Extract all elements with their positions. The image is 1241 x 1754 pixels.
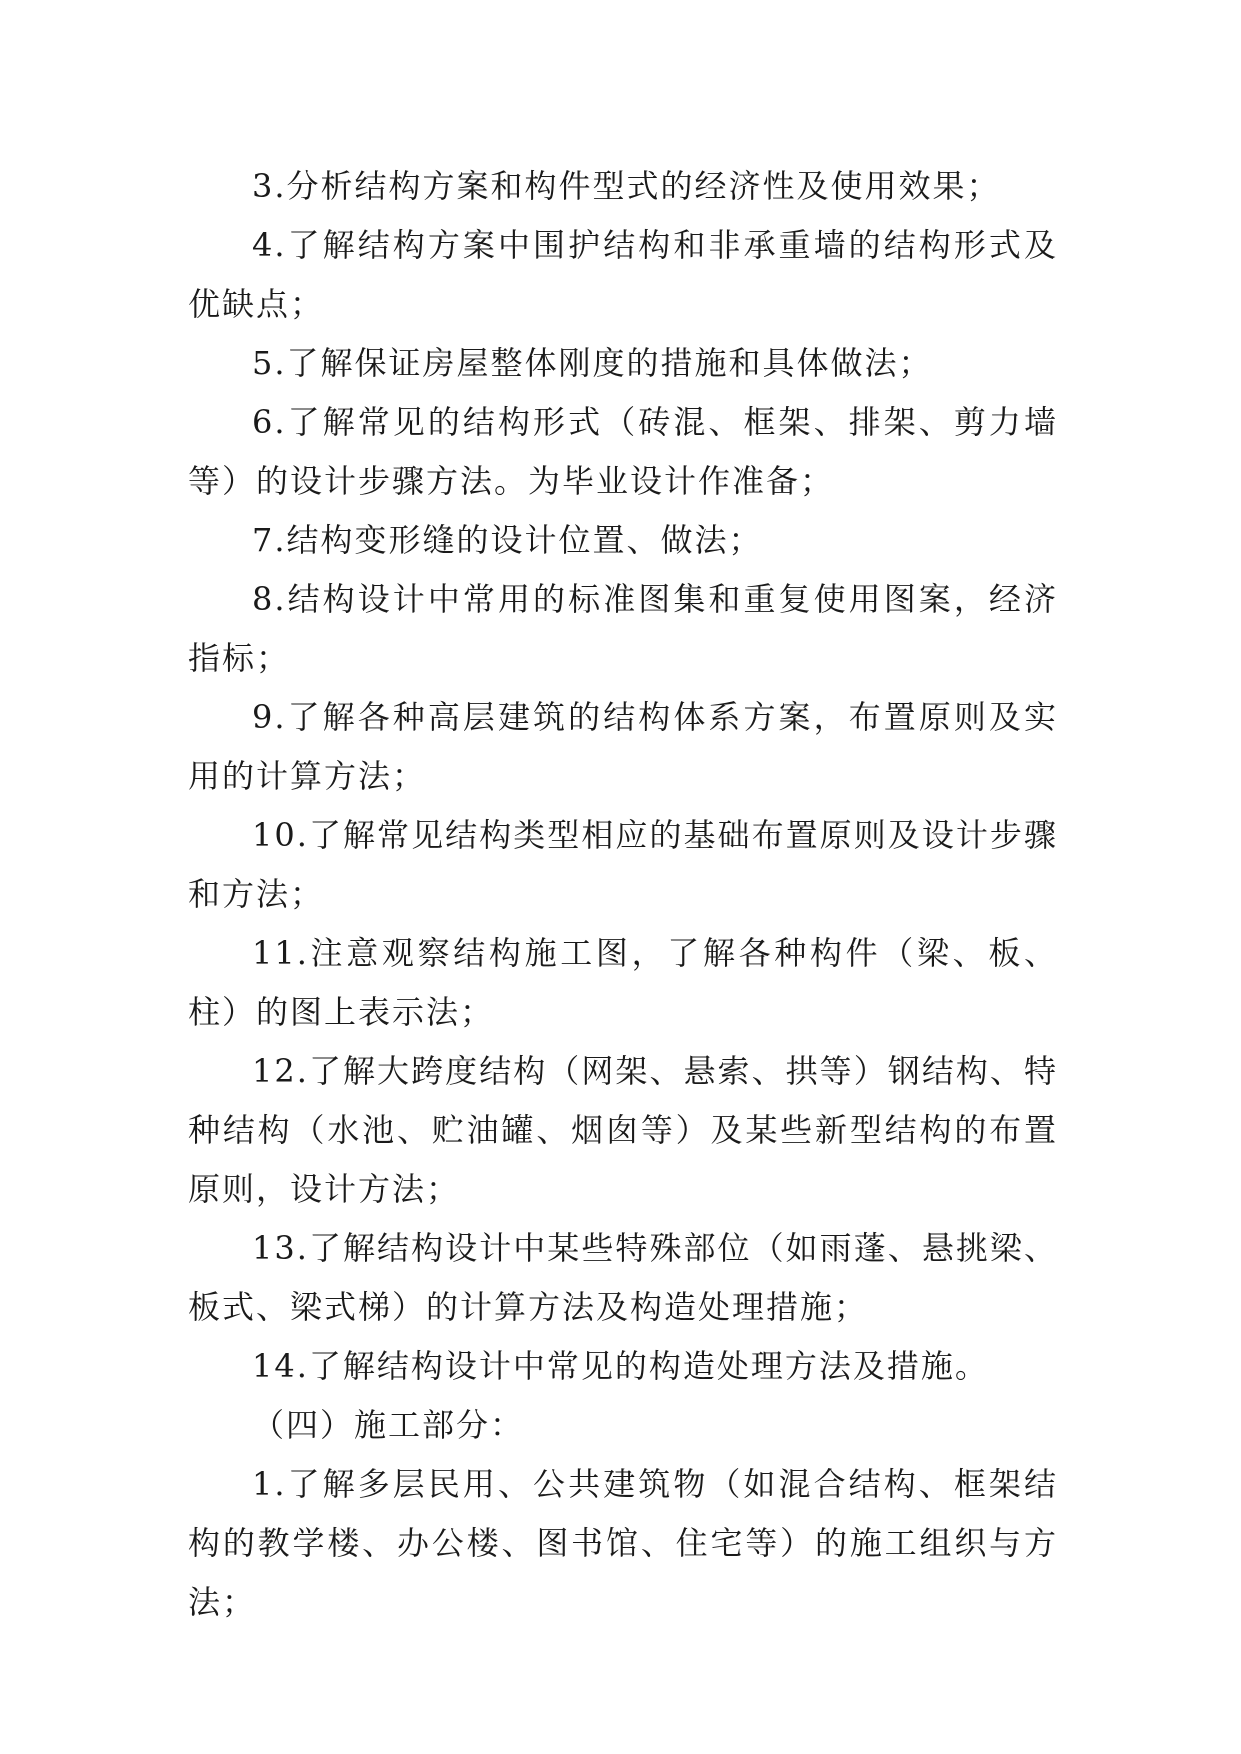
paragraph-item-14: 14.了解结构设计中常见的构造处理方法及措施。 bbox=[252, 1347, 989, 1385]
paragraph-item-6: 6.了解常见的结构形式（砖混、框架、排架、剪力墙等）的设计步骤方法。为毕业设计作准备； bbox=[188, 403, 1058, 500]
paragraph-item-11: 11.注意观察结构施工图，了解各种构件（梁、板、柱）的图上表示法； bbox=[188, 934, 1058, 1031]
paragraph-item-7: 7.结构变形缝的设计位置、做法； bbox=[252, 521, 763, 559]
section-heading: （四）施工部分： bbox=[252, 1406, 525, 1444]
paragraph-item-3: 3.分析结构方案和构件型式的经济性及使用效果； bbox=[252, 167, 1001, 205]
paragraph-item-5: 5.了解保证房屋整体刚度的措施和具体做法； bbox=[252, 344, 933, 382]
paragraph-item-4: 4.了解结构方案中围护结构和非承重墙的结构形式及优缺点； bbox=[188, 226, 1058, 323]
paragraph-item-13: 13.了解结构设计中某些特殊部位（如雨蓬、悬挑梁、板式、梁式梯）的计算方法及构造处理措施； bbox=[188, 1229, 1058, 1326]
paragraph-item-12: 12.了解大跨度结构（网架、悬索、拱等）钢结构、特种结构（水池、贮油罐、烟囱等）及某些新型结构的布置原则，设计方法； bbox=[188, 1052, 1058, 1208]
paragraph-item-1: 1.了解多层民用、公共建筑物（如混合结构、框架结构的教学楼、办公楼、图书馆、住宅等）的施工组织与方法； bbox=[188, 1465, 1058, 1621]
paragraph-item-10: 10.了解常见结构类型相应的基础布置原则及设计步骤和方法； bbox=[188, 816, 1058, 913]
paragraph-item-9: 9.了解各种高层建筑的结构体系方案，布置原则及实用的计算方法； bbox=[188, 698, 1058, 795]
document-body bbox=[188, 157, 1058, 1632]
paragraph-item-8: 8.结构设计中常用的标准图集和重复使用图案，经济指标； bbox=[188, 580, 1058, 677]
